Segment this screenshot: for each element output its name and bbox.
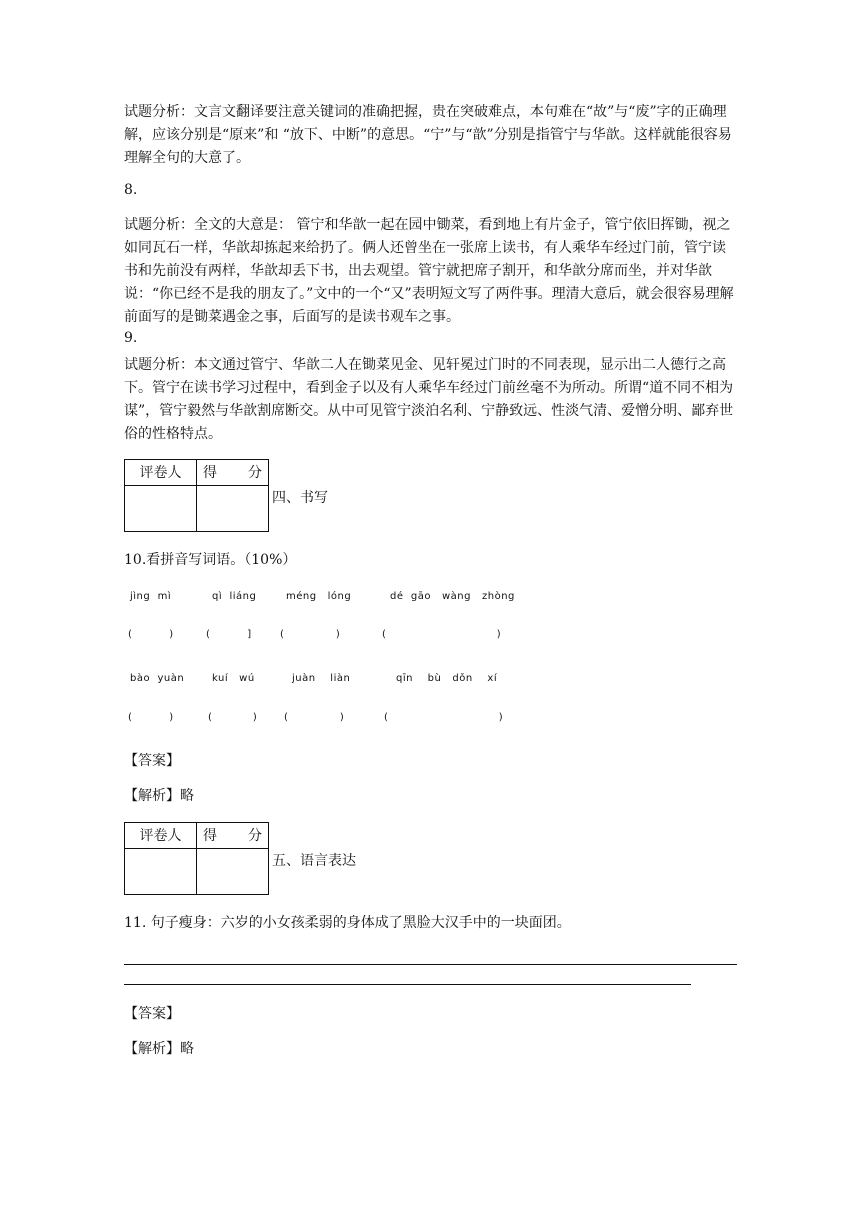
score-header-right: 分	[248, 828, 262, 845]
section-5-title: 五、语言表达	[272, 853, 356, 869]
answer-label-q10: 【答案】	[124, 753, 180, 769]
score-header	[197, 823, 269, 849]
answer-label-q11: 【答案】	[124, 1006, 180, 1022]
pinyin-item: qīn bù dǒn xí	[396, 673, 498, 684]
score-header-left: 得	[203, 828, 217, 845]
score-table-section-5	[124, 822, 269, 895]
analysis-q9: 试题分析：本文通过管宁、华歆二人在锄菜见金、见轩冕过门时的不同表现，显示出二人德行之高下。管宁在读书学习过程中，看到金子以及有人乘华车经过门前丝毫不为所动。所谓“道不同不相为谋”，管宁毅然与华歆割席断交。从中可见管宁淡泊名利、宁静致远、性淡气清、爱憎分明、鄙弃世俗的性格特点。	[124, 357, 734, 442]
answer-bracket[interactable]: ( ]	[206, 629, 252, 640]
reviewer-header: 评卷人	[125, 823, 197, 849]
analysis-q7: 试题分析：文言文翻译要注意关键词的准确把握，贵在突破难点，本句难在“故”与“废”字的正确理解，应该分别是“原来”和 “放下、中断”的意思。“宁”与“歆”分别是指管宁与华歆。这样就能很容易理解全句的大意了。	[124, 104, 732, 166]
score-header-left: 得	[203, 465, 217, 482]
reviewer-cell[interactable]	[125, 485, 197, 531]
analysis-label-q10: 【解析】略	[124, 788, 194, 804]
reviewer-header: 评卷人	[125, 460, 197, 486]
answer-bracket[interactable]: ( )	[280, 629, 341, 640]
question-9-number: 9.	[124, 330, 138, 346]
pinyin-item: juàn liàn	[292, 673, 351, 684]
answer-bracket[interactable]: ( )	[382, 629, 502, 640]
question-8-number: 8.	[124, 182, 138, 198]
score-cell[interactable]	[197, 485, 269, 531]
section-4-title: 四、书写	[272, 490, 328, 506]
reviewer-cell[interactable]	[125, 848, 197, 894]
question-10: 10.看拼音写词语。（10%）	[124, 552, 297, 568]
answer-bracket[interactable]: ( )	[208, 712, 258, 723]
pinyin-item: bào yuàn	[130, 673, 185, 684]
answer-bracket[interactable]: ( )	[128, 629, 174, 640]
score-table-section-4	[124, 459, 269, 532]
answer-line-2[interactable]	[124, 984, 691, 985]
answer-bracket[interactable]: ( )	[384, 712, 504, 723]
analysis-label-q11: 【解析】略	[124, 1041, 194, 1057]
pinyin-item: qì liáng	[212, 591, 257, 602]
score-header	[197, 460, 269, 486]
answer-line-1[interactable]	[124, 964, 737, 965]
pinyin-item: méng lóng	[286, 591, 352, 602]
score-header-right: 分	[248, 465, 262, 482]
score-cell[interactable]	[197, 848, 269, 894]
answer-bracket[interactable]: ( )	[128, 712, 174, 723]
pinyin-item: jìng mì	[130, 591, 172, 602]
answer-bracket[interactable]: ( )	[284, 712, 345, 723]
analysis-q8: 试题分析：全文的大意是： 管宁和华歆一起在园中锄菜，看到地上有片金子，管宁依旧挥锄，视之如同瓦石一样，华歆却拣起来给扔了。俩人还曾坐在一张席上读书，有人乘华车经过门前，管宁读书和先前没有两样，华歆却丢下书，出去观望。管宁就把席子割开，和华歆分席而坐，并对华歆说：“你已经不是我的朋友了。”文中的一个“又”表明短文写了两件事。理清大意后，就会很容易理解前面写的是锄菜遇金之事，后面写的是读书观车之事。	[124, 217, 734, 325]
pinyin-item: kuí wú	[212, 673, 255, 684]
pinyin-item: dé gāo wàng zhòng	[390, 591, 515, 602]
question-11: 11. 句子瘦身：六岁的小女孩柔弱的身体成了黑脸大汉手中的一块面团。	[124, 915, 571, 931]
